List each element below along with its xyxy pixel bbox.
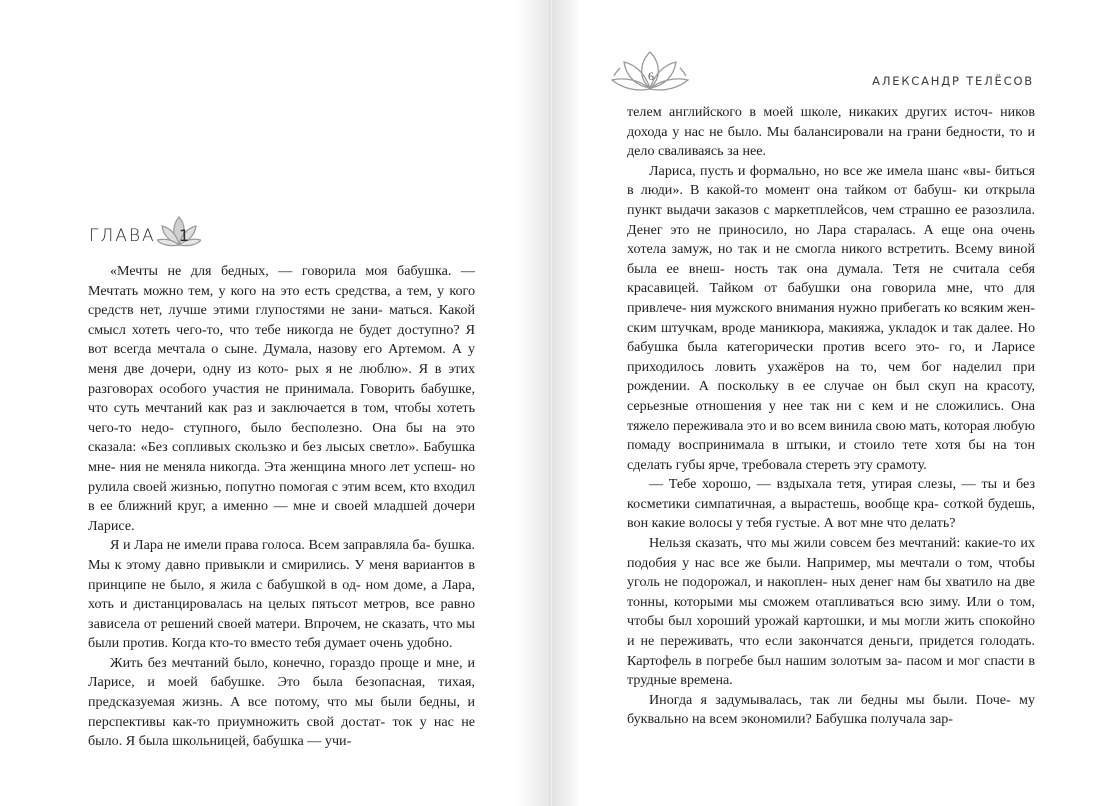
gutter-shadow bbox=[517, 0, 551, 806]
paragraph: — Тебе хорошо, — вздыхала тетя, утирая слезы, — ты и без косметики симпатичная, а вырастешь, вообще кра- соткой будешь, вон какие волосы у тебя густые. А вот мне что делать? bbox=[627, 476, 1036, 532]
paragraph: «Мечты не для бедных, — говорила моя бабушка. — Мечтать можно тем, у кого на это есть средства, а тем, у кого средств нет, лучше этими глупостями не зани- маться. Какой смысл хотеть чего-то, что тебе никогда не будет доступно? Я вот всегда мечтала о сыне. Думала, назову его Артемом. А у меня две дочери, одну из кото- рых я не люблю». Я в этих разговорах особого участия не принимала. Говорить бабушке, что суть мечтаний как раз и заключается в том, чтобы хотеть чего-то недо- ступного, было бесполезно. Она бы на это сказала: «Без сопливых скользко и без лысых светло». Бабушка мне- ния не меняла никогда. Эта женщина много лет успеш- но рулила своей жизнью, попутно помогая с этим всем, кто входил в ее ближний круг, а именно — мне и своей младшей дочери Ларисе. bbox=[88, 263, 476, 534]
paragraph: Лариса, пусть и формально, но все же имела шанс «вы- биться в люди». В какой-то момент она тайком от бабуш- ки открыла пункт выдачи заказов с маркетплейсов, чем страшно ее разозлила. Денег это не приносило, но Лара старалась. А еще она очень хотела замуж, но так и не смогла никого встретить. Всему виной была ее внеш- ность так она думала. Тетя не считала себя красавицей. Тайком от бабушки она говорила мне, что для привлече- ния мужского внимания нужно прибегать ко всяким жен- ским штучкам, вроде маникюра, макияжа, укладок и так далее. Но бабушка была категорически против всего это- го, и Ларисе приходилось ловить ухажёров на то, чем бог наделил при рождении. А поскольку в ее случае он был скуп на красоту, серьезные отношения у нее так ни с кем и не сложились. Она тяжело переживала это и во всем винила свою мать, которая любую помаду воспринимала в штыки, и стоило тете хотя бы на тон сделать губы ярче, требовала стереть эту срамоту. bbox=[627, 162, 1036, 473]
page-number: 6 bbox=[648, 69, 654, 83]
paragraph: Нельзя сказать, что мы жили совсем без мечтаний: какие-то их подобия у нас все же были. Например, мы мечтали о том, чтобы уголь не подорожал, и накоплен- ных денег нам бы хватило на две тонны, которыми мы сможем отапливаться всю зиму. Или о том, чтобы был хороший урожай картошки, и мы могли жить спокойно и не переживать, что если закончатся деньги, придется голодать. Картофель в погребе был нашим золотым за- пасом и мог спасти в трудные времена. bbox=[627, 535, 1036, 689]
book-spine bbox=[549, 0, 552, 806]
chapter-number: 1 bbox=[179, 226, 190, 245]
running-head-author: АЛЕКСАНДР ТЕЛЁСОВ bbox=[872, 74, 1034, 88]
gutter-shadow bbox=[551, 0, 581, 806]
chapter-word: ГЛАВА bbox=[89, 226, 156, 246]
paragraph: телем английского в моей школе, никаких других источ- ников дохода у нас не было. Мы балансировали на грани бедности, то и дело сваливаясь за нее. bbox=[627, 104, 1035, 160]
paragraph: Иногда я задумывалась, так ли бедны мы были. Поче- му буквально на всем экономили? Бабушка получала зар- bbox=[627, 691, 1035, 728]
left-page-text bbox=[88, 262, 475, 752]
chapter-heading bbox=[89, 214, 229, 254]
paragraph: Я и Лара не имели права голоса. Всем заправляла ба- бушка. Мы к этому давно привыкли и смирились. У меня вариантов в принципе не было, я жила с бабушкой в од- ном доме, а Лара, хоть и дистанцировалась на целых пятьсот метров, все равно зависела от решений своей матери. Впрочем, не сказать, что мы были против. Когда кто-то вместо тебя думает очень удобно. bbox=[88, 537, 476, 652]
right-page-text bbox=[627, 103, 1035, 730]
paragraph: Жить без мечтаний было, конечно, гораздо проще и мне, и Ларисе, и моей бабушке. Это была безопасная, тихая, предсказуемая жизнь. А все потому, что мы были бедны, и перспективы как-то приумножить свой достат- ток у нас не было. Я была школьницей, бабушка — учи- bbox=[88, 654, 476, 750]
